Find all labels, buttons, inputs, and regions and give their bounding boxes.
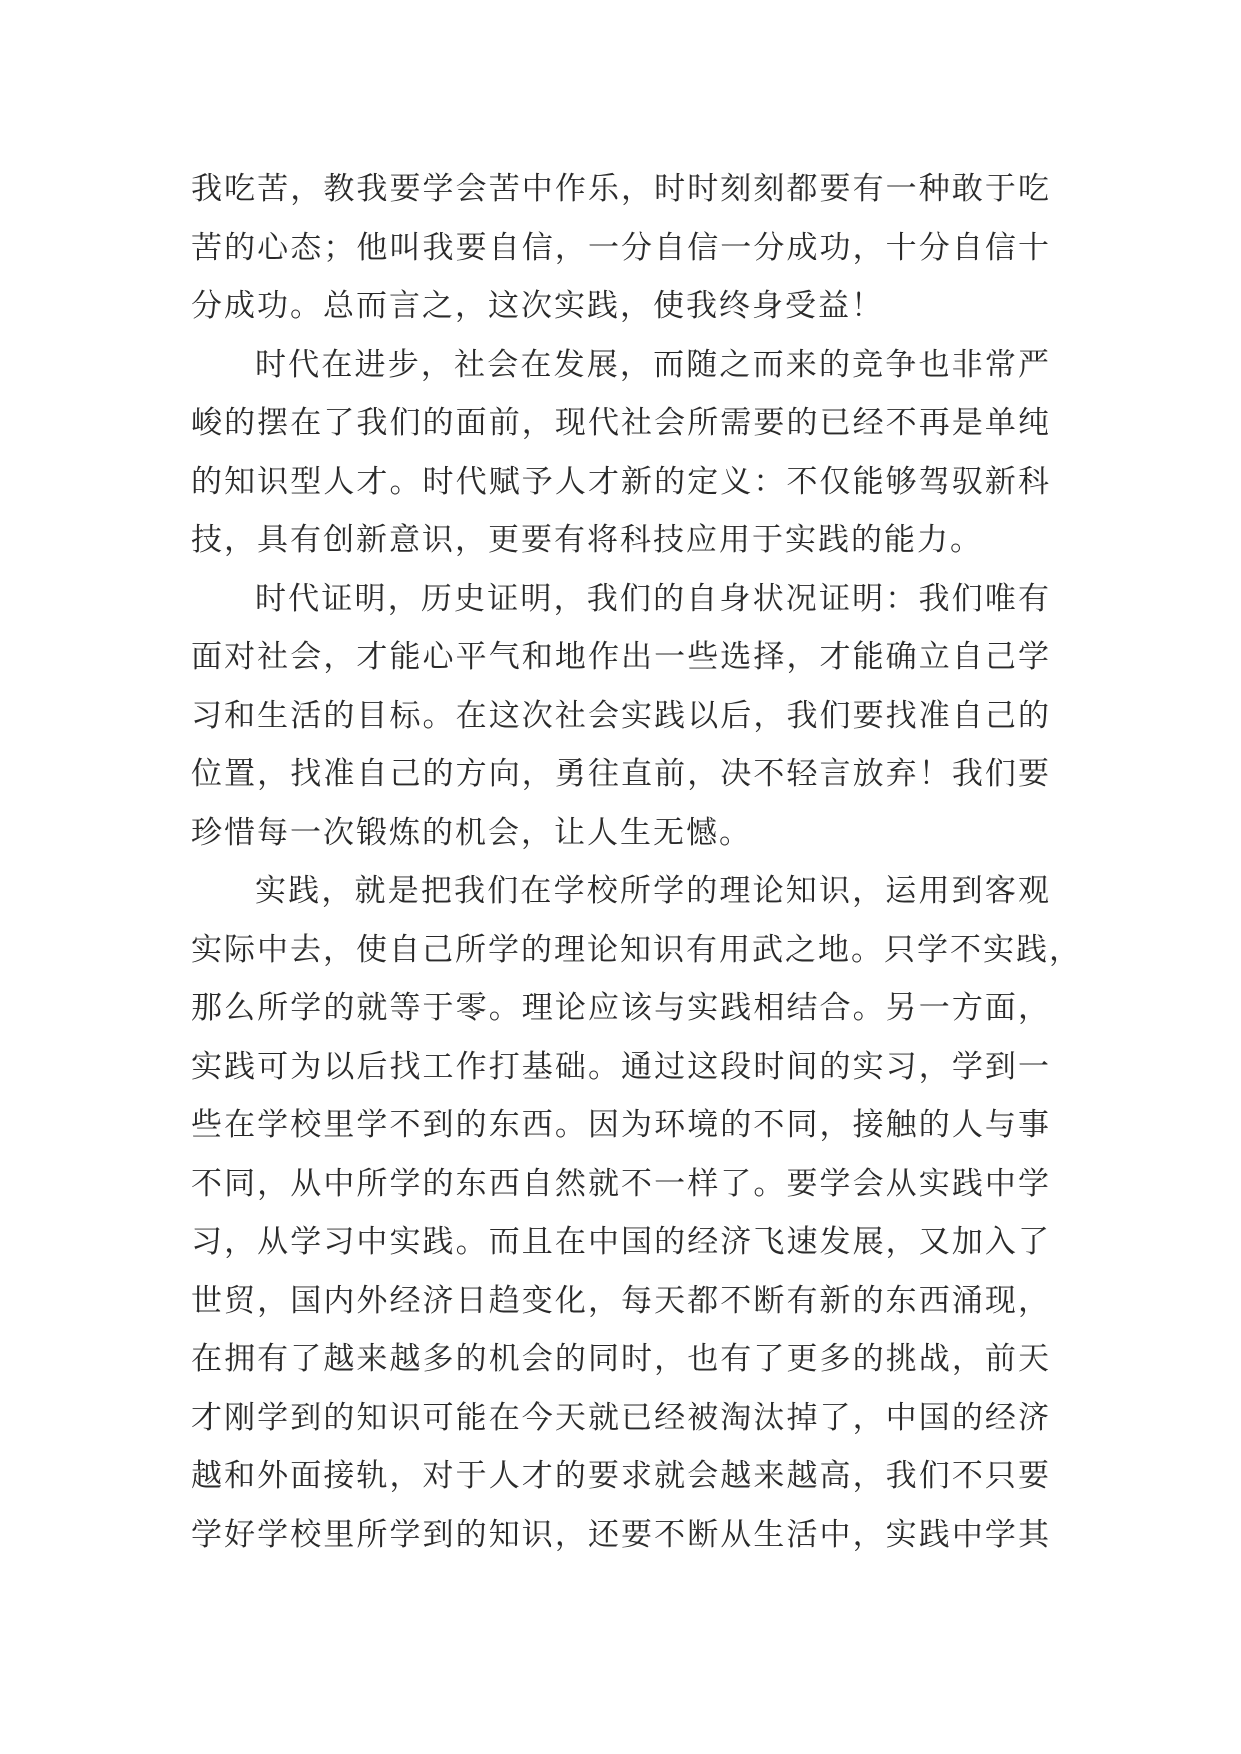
text-line: 实践，就是把我们在学校所学的理论知识，运用到客观 bbox=[255, 873, 1051, 909]
text-line: 位置，找准自己的方向，勇往直前，决不轻言放弃！我们要 bbox=[191, 756, 1051, 792]
text-line: 分成功。总而言之，这次实践，使我终身受益！ bbox=[191, 288, 884, 324]
text-line: 时代证明，历史证明，我们的自身状况证明：我们唯有 bbox=[255, 580, 1051, 617]
text-line: 实践可为以后找工作打基础。通过这段时间的实习，学到一 bbox=[191, 1048, 1051, 1085]
text-line: 珍惜每一次锻炼的机会，让人生无憾。 bbox=[191, 814, 752, 851]
text-line: 实际中去，使自己所学的理论知识有用武之地。只学不实践， bbox=[191, 931, 1082, 968]
text-line: 才刚学到的知识可能在今天就已经被淘汰掉了，中国的经济 bbox=[191, 1399, 1051, 1436]
paragraph bbox=[191, 862, 1082, 1564]
text-line: 我吃苦，教我要学会苦中作乐，时时刻刻都要有一种敢于吃 bbox=[191, 171, 1051, 207]
paragraph bbox=[191, 336, 1051, 570]
text-line: 学好学校里所学到的知识，还要不断从生活中，实践中学其 bbox=[191, 1516, 1051, 1553]
paragraph bbox=[191, 160, 1051, 336]
text-line: 那么所学的就等于零。理论应该与实践相结合。另一方面， bbox=[191, 990, 1051, 1026]
body-text bbox=[191, 160, 1082, 1564]
text-line: 习，从学习中实践。而且在中国的经济飞速发展，又加入了 bbox=[191, 1224, 1051, 1260]
text-line: 世贸，国内外经济日趋变化，每天都不断有新的东西涌现， bbox=[191, 1282, 1051, 1319]
text-line: 苦的心态；他叫我要自信，一分自信一分成功，十分自信十 bbox=[191, 229, 1051, 266]
text-line: 技，具有创新意识，更要有将科技应用于实践的能力。 bbox=[191, 522, 983, 558]
text-line: 的知识型人才。时代赋予人才新的定义：不仅能够驾驭新科 bbox=[191, 463, 1051, 500]
text-line: 在拥有了越来越多的机会的同时，也有了更多的挑战，前天 bbox=[191, 1341, 1051, 1377]
paragraph bbox=[191, 570, 1051, 863]
text-line: 不同，从中所学的东西自然就不一样了。要学会从实践中学 bbox=[191, 1165, 1051, 1202]
text-line: 面对社会，才能心平气和地作出一些选择，才能确立自己学 bbox=[191, 639, 1051, 675]
text-line: 时代在进步，社会在发展，而随之而来的竞争也非常严 bbox=[255, 346, 1051, 383]
text-line: 些在学校里学不到的东西。因为环境的不同，接触的人与事 bbox=[191, 1107, 1051, 1143]
text-line: 习和生活的目标。在这次社会实践以后，我们要找准自己的 bbox=[191, 697, 1051, 734]
text-line: 越和外面接轨，对于人才的要求就会越来越高，我们不只要 bbox=[191, 1458, 1051, 1494]
text-line: 峻的摆在了我们的面前，现代社会所需要的已经不再是单纯 bbox=[191, 405, 1051, 441]
